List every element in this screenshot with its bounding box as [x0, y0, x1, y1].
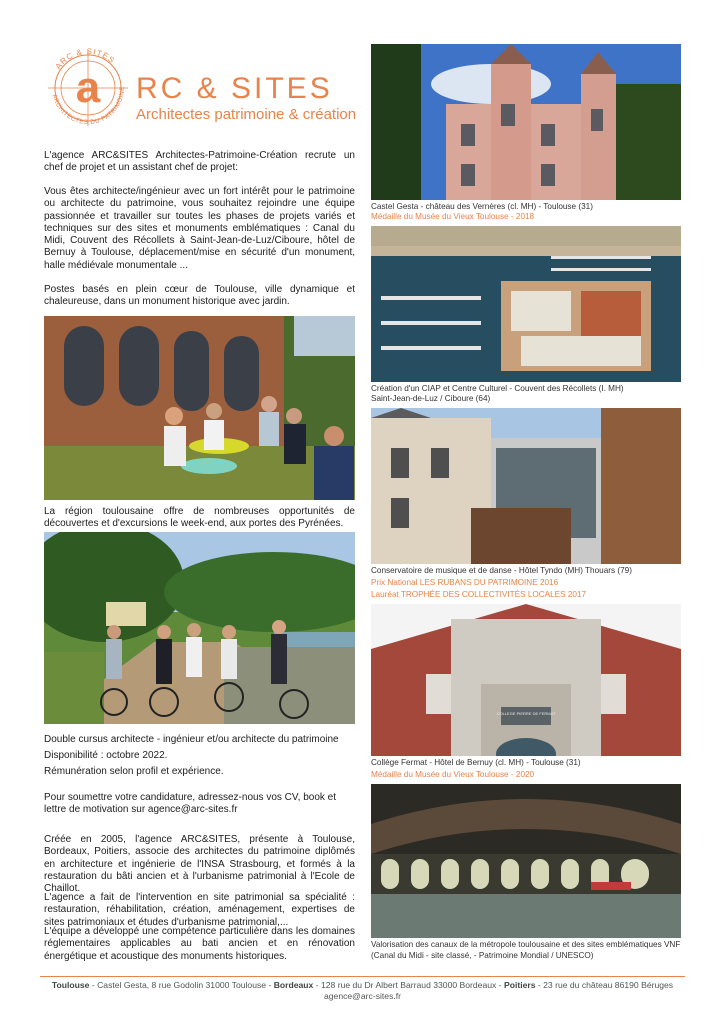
- conservatoire-photo: [371, 408, 681, 564]
- footer-email[interactable]: agence@arc-sites.fr: [323, 991, 402, 1001]
- college-fermat-photo: [371, 604, 681, 756]
- footer-city-toulouse: Toulouse: [51, 980, 90, 990]
- recollets-location: Saint-Jean-de-Luz / Ciboure (64): [371, 394, 491, 403]
- footer-city-bordeaux: Bordeaux: [273, 980, 314, 990]
- college-plaque-text: COLLEGE PIERRE DE FERMAT: [496, 711, 556, 716]
- recollets-caption: Création d'un CIAP et Centre Culturel - Couvent des Récollets (I. MH): [371, 384, 624, 393]
- canal-caption-2: (Canal du Midi - site classé, - Patrimoine Mondial / UNESCO): [371, 951, 594, 960]
- region-caption: La région toulousaine offre de nombreuses opportunités de découvertes et d'excursions le week-end, aux portes des Pyrénées.: [44, 506, 355, 530]
- svg-text:a: a: [75, 63, 101, 112]
- job-salary: Rémunération selon profil et expérience.: [44, 766, 224, 777]
- logo-ring-top: ARC & SITES: [53, 46, 117, 71]
- college-fermat-award: Médaille du Musée du Vieux Toulouse - 2020: [371, 770, 535, 779]
- logo-ring-bottom: ARCHITECTES DU PATRIMOINE: [50, 86, 127, 127]
- intro-paragraph-1: L'agence ARC&SITES Architectes-Patrimoine-Création recrute un chef de projet et un assistant chef de projet:: [44, 150, 355, 174]
- conservatoire-award-2: Lauréat TROPHÉE DES COLLECTIVITÉS LOCALES 2017: [371, 590, 587, 599]
- castel-gesta-caption: Castel Gesta - château des Vernères (cl. MH) - Toulouse (31): [371, 202, 593, 211]
- canal-caption: Valorisation des canaux de la métropole toulousaine et des sites emblématiques VNF: [371, 940, 681, 949]
- brand-name: RC & SITES: [136, 72, 333, 105]
- college-fermat-caption: Collège Fermat - Hôtel de Bernuy (cl. MH) - Toulouse (31): [371, 758, 581, 767]
- canal-photo: [371, 784, 681, 938]
- recollets-photo: [371, 226, 681, 382]
- brand-tagline: Architectes patrimoine & création: [136, 106, 357, 123]
- footer-city-poitiers: Poitiers: [503, 980, 536, 990]
- footer: [40, 980, 685, 1002]
- footer-divider: [40, 976, 685, 977]
- about-paragraph-2: L'agence a fait de l'intervention en site patrimonial sa spécialité : restauration, réhabilitation, création, aménagement, expertises de sites patrimoniaux et études d'urbanisme patrimonial,...: [44, 892, 355, 928]
- job-availability: Disponibilité : octobre 2022.: [44, 750, 168, 761]
- job-requirements: Double cursus architecte - ingénieur et/ou architecte du patrimoine: [44, 734, 339, 745]
- about-paragraph-3: L'équipe a développé une compétence particulière dans les domaines réglementaires applicables au bati ancien et en rénovation énergétique et acoustique des monuments historiques.: [44, 926, 355, 962]
- job-application: Pour soumettre votre candidature, adressez-nous vos CV, book et lettre de motivation sur agence@arc-sites.fr: [44, 792, 337, 816]
- team-terrace-photo: [44, 316, 355, 500]
- intro-paragraph-3: Postes basés en plein cœur de Toulouse, ville dynamique et chaleureuse, dans un monument historique avec jardin.: [44, 284, 355, 308]
- conservatoire-caption: Conservatoire de musique et de danse - Hôtel Tyndo (MH) Thouars (79): [371, 566, 632, 575]
- footer-address-poitiers: - 23 rue du château 86190 Béruges: [537, 980, 674, 990]
- intro-paragraph-2: Vous êtes architecte/ingénieur avec un fort intérêt pour le patrimoine ou architecte du patrimoine, vous souhaitez rejoindre une équipe passionnée et travailler sur toutes les phases de projets variés et techniques sur des sites et monuments emblématiques : Canal du Midi, Couvent des Récollets à Saint-Jean-de-Luz/Ciboure, hôtel de Bernuy à Toulouse, déplacement/mise en sécurité d'un monument, halle médiévale monumentale ...: [44, 186, 355, 271]
- castel-gesta-award: Médaille du Musée du Vieux Toulouse - 2018: [371, 212, 535, 221]
- footer-addresses: [40, 980, 685, 991]
- about-paragraph-1: Créée en 2005, l'agence ARC&SITES, présente à Toulouse, Bordeaux, Poitiers, associe des architectes du patrimoine diplômés en architecture et ingénierie de l'INSA Strasbourg, et formés à la restauration du bâti ancien et à l'urbanisme patrimonial à l'Ecole de Chaillot.: [44, 834, 355, 895]
- conservatoire-award-1: Prix National LES RUBANS DU PATRIMOINE 2016: [371, 578, 559, 587]
- footer-address-toulouse: - Castel Gesta, 8 rue Godolin 31000 Toulouse -: [91, 980, 272, 990]
- footer-address-bordeaux: - 128 rue du Dr Albert Barraud 33000 Bordeaux -: [315, 980, 502, 990]
- cycling-photo: [44, 532, 355, 724]
- logo-emblem: [44, 44, 132, 132]
- castel-gesta-photo: [371, 44, 681, 200]
